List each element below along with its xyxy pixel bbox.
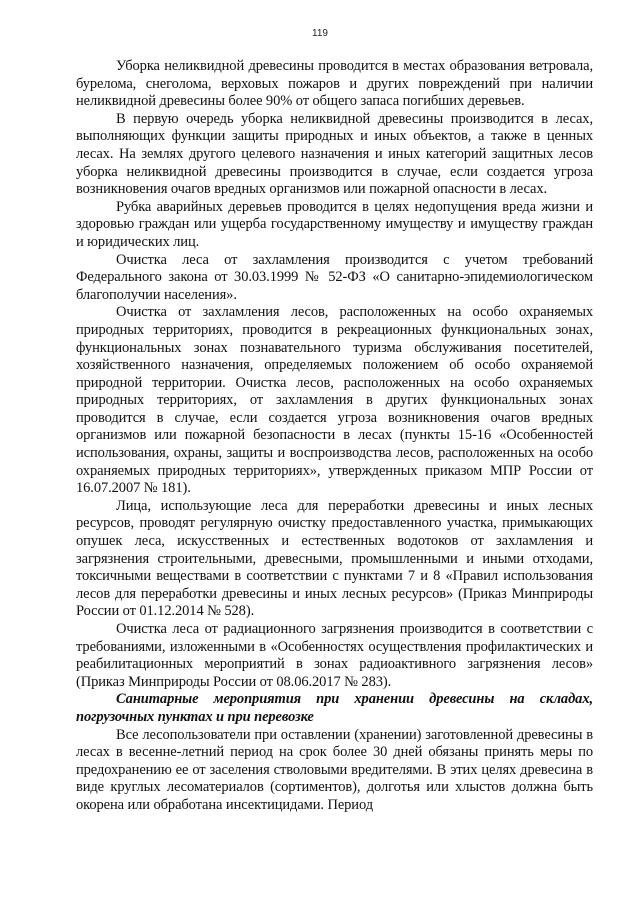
paragraph-timber-storage: Все лесопользователи при оставлении (хранении) заготовленной древесины в лесах в весенне-летний период на срок более 30 дней обязаны принять меры по предохранению ее от заселения стволовыми вредителями. В этих целях древесина в виде круглых лесоматериалов (сортиментов), долготья или хлыстов должна быть окорена или обработана инсектицидами. Период bbox=[76, 726, 593, 813]
paragraph-protected-areas: Очистка от захламления лесов, расположенных на особо охраняемых природных территориях, проводится в рекреационных функциональных зонах, функциональных зонах познавательного туризма обслуживания посетителей, хозяйственного назначения, определяемых положением об особо охраняемой природной территории. Очистка лесов, расположенных на особо охраняемых природных территориях, от захламления в других функциональных зонах проводится в случае, если создается угроза возникновения очагов вредных организмов или пожарной безопасности в лесах (пункты 15-16 «Особенностей использования, охраны, защиты и воспроизводства лесов, расположенных на особо охраняемых природных территориях», утвержденных приказом МПР России от 16.07.2007 № 181). bbox=[76, 304, 593, 497]
paragraph-priority-removal: В первую очередь уборка неликвидной древесины производится в лесах, выполняющих функции защиты природных и иных объектов, а также в ценных лесах. На землях другого целевого назначения и иных категорий защитных лесов уборка неликвидной древесины производится в случае, если создается угроза возникновения очагов вредных организмов или пожарной опасности в лесах. bbox=[76, 110, 593, 198]
page-number: 119 bbox=[312, 28, 328, 39]
paragraph-radiation-cleanup: Очистка леса от радиационного загрязнения производится в соответствии с требованиями, изложенными в «Особенностях осуществления профилактических и реабилитационных мероприятий в зонах радиоактивного загрязнения лесов» (Приказ Минприроды России от 08.06.2017 № 283). bbox=[76, 621, 593, 690]
document-body bbox=[76, 58, 593, 815]
paragraph-hazard-trees: Рубка аварийных деревьев проводится в целях недопущения вреда жизни и здоровью граждан или ущерба государственному имуществу и имуществу граждан и юридических лиц. bbox=[76, 198, 593, 250]
paragraph-deadwood-removal: Уборка неликвидной древесины проводится в местах образования ветровала, бурелома, снеголома, верховых пожаров и других повреждений при наличии неликвидной древесины более 90% от общего запаса погибших деревьев. bbox=[76, 58, 593, 110]
section-heading: Санитарные мероприятия при хранении древесины на складах, погрузочных пунктах и при перевозке bbox=[76, 691, 593, 725]
paragraph-wood-processing-users: Лица, использующие леса для переработки древесины и иных лесных ресурсов, проводят регулярную очистку предоставленного участка, примыкающих опушек леса, искусственных и естественных водотоков от захламления и загрязнения строительными, древесными, промышленными и иными отходами, токсичными веществами в соответствии с пунктами 7 и 8 «Правил использования лесов для переработки древесины и иных лесных ресурсов» (Приказ Минприроды России от 01.12.2014 № 528). bbox=[76, 497, 593, 620]
paragraph-debris-cleanup-law: Очистка леса от захламления производится с учетом требований Федерального закона от 30.03.1999 № 52-ФЗ «О санитарно-эпидемиологическом благополучии населения». bbox=[76, 251, 593, 303]
